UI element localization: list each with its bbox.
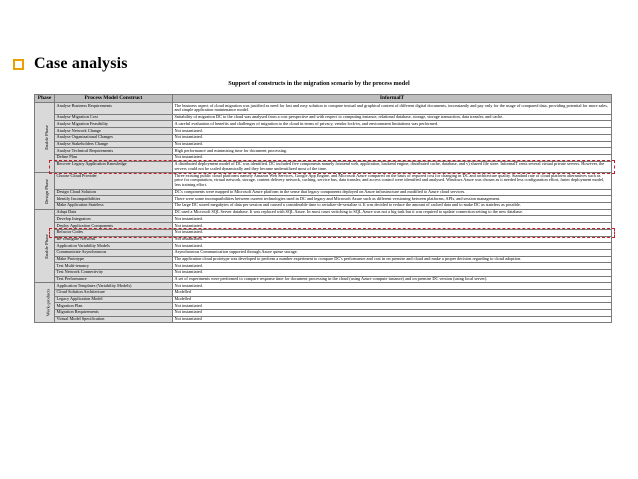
table-row (35, 243, 612, 250)
detail-cell: A careful evaluation of benefits and challenges of migration to the cloud in terms of privacy, vendor lock-in, and environment limitations was performed. (173, 121, 612, 128)
construct-cell: Identify Incompatibilities (55, 196, 173, 203)
table-row (35, 154, 612, 161)
table-row (35, 161, 612, 173)
table-row (35, 303, 612, 310)
table-row (35, 216, 612, 223)
header-construct: Process Model Construct (55, 95, 173, 103)
construct-cell: Recover Legacy Application Knowledge (55, 161, 173, 173)
table-row (35, 283, 612, 290)
detail-cell: Not instantiated. (173, 236, 612, 243)
table-header-row (35, 95, 612, 103)
construct-cell: Test Performance (55, 276, 173, 283)
table-body (35, 103, 612, 323)
detail-cell: A distributed deployment model of DC was identified. DC included five components namely frontend web, application, backend engine, distributed cache, database, and v) shared file store. InformalT rents several virtual private servers. However, the servers could not be scaled dynamically and they became underutilized most of the time. (173, 161, 612, 173)
detail-cell: Suitability of migration DC to the cloud was analysed from a cost perspective and with respect to computing instance, relational database, storage, storage transaction, data transfer, and cache. (173, 114, 612, 121)
table-row (35, 256, 612, 263)
construct-cell: Virtual Model Specification (55, 316, 173, 323)
slide-title: Case analysis (34, 55, 128, 72)
construct-cell: Migration Requirements (55, 310, 173, 317)
phase-label: Design Phase (43, 178, 49, 204)
table-row (35, 148, 612, 155)
construct-cell: Test Network Connectivity (55, 269, 173, 276)
detail-cell: Not instantiated. (173, 269, 612, 276)
construct-cell: Make Prototype (55, 256, 173, 263)
table-row (35, 296, 612, 303)
table-row (35, 134, 612, 141)
detail-cell: The business aspect of cloud migration was justified as need for fast and easy solution to compare textual and graphical content of different digital documents, inconstantly and pay only for the usage of compared data, providing potential for more sales, and simple application maintenance model. (173, 103, 612, 115)
phase-cell (35, 173, 55, 210)
checkbox-bullet-icon (13, 59, 24, 70)
detail-cell: Not instantiated. (173, 263, 612, 270)
construct-cell: Analyse Business Requirements (55, 103, 173, 115)
detail-cell: Not instantiated (173, 316, 612, 323)
table-row (35, 121, 612, 128)
construct-cell: Test Multi-tenancy (55, 263, 173, 270)
table-row (35, 316, 612, 323)
detail-cell: Not instantiated. (173, 243, 612, 250)
detail-cell: Not instantiated. (173, 128, 612, 135)
phase-label: Enable Phase (43, 233, 49, 259)
construct-table (34, 94, 612, 323)
construct-cell: Deploy Application Components (55, 223, 173, 230)
construct-cell: Define Plan (55, 154, 173, 161)
table-row (35, 173, 612, 190)
phase-cell (35, 283, 55, 323)
detail-cell: The application cloud prototype was developed to perform a number experiment to compare DC's performance and cost in on premise and cloud and make a proper decision regarding to cloud adoption. (173, 256, 612, 263)
construct-cell: Analyse Stakeholders Change (55, 141, 173, 148)
construct-cell: Analyse Network Change (55, 128, 173, 135)
detail-cell: DC used a Microsoft SQL Server database. It was replaced with SQL Azure. In most cases switching to SQL Azure was not a big task but it was required to update connection setting to the new database. (173, 209, 612, 216)
detail-cell: Not instantiated. (173, 283, 612, 290)
table-row (35, 269, 612, 276)
construct-table-container (34, 94, 612, 323)
detail-cell: Not instantiated (173, 310, 612, 317)
table-row (35, 290, 612, 297)
detail-cell: Not instantiated. (173, 223, 612, 230)
table-row (35, 223, 612, 230)
construct-cell: Analyse Technical Requirements (55, 148, 173, 155)
construct-cell: Adapt Data (55, 209, 173, 216)
detail-cell: The large DC stored megabytes of data per session and caused a considerable time to serialize-de-serialize it. It was decided to reduce the amount of cached data and to make DC as stateless as possible. (173, 203, 612, 210)
construct-cell: Cloud Solution Architecture (55, 290, 173, 297)
detail-cell: Asynchronous Communication supported through Azure queue storage. (173, 249, 612, 256)
construct-cell: Make Application Stateless (55, 203, 173, 210)
detail-cell: Not instantiated. (173, 216, 612, 223)
table-row (35, 310, 612, 317)
construct-cell: Refactor Codes (55, 229, 173, 236)
detail-cell: A set of experiments were performed to compare response time for document processing in the cloud (using Azure compute instance) and on premise DC version (using local server). (173, 276, 612, 283)
table-row (35, 249, 612, 256)
detail-cell: Not instantiated. (173, 141, 612, 148)
table-row (35, 209, 612, 216)
phase-label: Work-products (45, 289, 51, 317)
phase-cell (35, 103, 55, 173)
detail-cell: DC's components were mapped to Microsoft Azure platform in the sense that legacy components deployed on Azure infrastructure and modified to Azure cloud services. (173, 189, 612, 196)
slide-heading (13, 54, 128, 74)
detail-cell: High performance and minimising time for document processing. (173, 148, 612, 155)
detail-cell: There were some incompatibilities between current technologies used in DC and legacy and Microsoft Azure such as different versioning between platforms, APIs, and session management. (173, 196, 612, 203)
construct-cell: Analyse Migration Feasibility (55, 121, 173, 128)
table-row (35, 229, 612, 236)
construct-cell: Analyse Migration Cost (55, 114, 173, 121)
detail-cell: Not instantiated (173, 303, 612, 310)
detail-cell: Modelled (173, 296, 612, 303)
table-row (35, 128, 612, 135)
construct-cell: Application Variability Models (55, 243, 173, 250)
table-row (35, 203, 612, 210)
detail-cell: Modelled (173, 290, 612, 297)
header-informalt: InformalT (173, 95, 612, 103)
table-caption: Support of constructs in the migration scenario by the process model (228, 80, 410, 87)
construct-cell: Migration Plan (55, 303, 173, 310)
construct-cell: Communicate Asynchronous (55, 249, 173, 256)
construct-cell: Application Templates (Variability Models) (55, 283, 173, 290)
table-row (35, 196, 612, 203)
phase-label: Enable Phase (43, 125, 49, 150)
table-row (35, 276, 612, 283)
header-phase: Phase (35, 95, 55, 103)
table-row (35, 103, 612, 115)
phase-cell (35, 209, 55, 283)
detail-cell: Not instantiated. (173, 134, 612, 141)
construct-cell: Analyse Organizational Changes (55, 134, 173, 141)
table-row (35, 141, 612, 148)
construct-cell: Choose Cloud Provider (55, 173, 173, 190)
table-row (35, 263, 612, 270)
detail-cell: Not instantiated. (173, 229, 612, 236)
construct-cell: Legacy Application Model (55, 296, 173, 303)
detail-cell: Not instantiated. (173, 154, 612, 161)
detail-cell: Three existing public cloud platforms namely Amazon Web Services, Google App Engine, and Microsoft Azure compared on the basis of required cost for changing in DC and architecture quality. Standard rate of cloud platform alternatives such as price for computation, virtual network, storage, content delivery network, caching, service bus, data transfer, and access control were identified and analysed. Windows Azure was chosen as it needed less configuration effort, faster deployment model, less training effort. (173, 173, 612, 190)
construct-cell: Design Cloud Solution (55, 189, 173, 196)
table-row (35, 236, 612, 243)
table-row (35, 189, 612, 196)
construct-cell: Re-configure Network (55, 236, 173, 243)
construct-cell: Develop Integrators (55, 216, 173, 223)
table-row (35, 114, 612, 121)
